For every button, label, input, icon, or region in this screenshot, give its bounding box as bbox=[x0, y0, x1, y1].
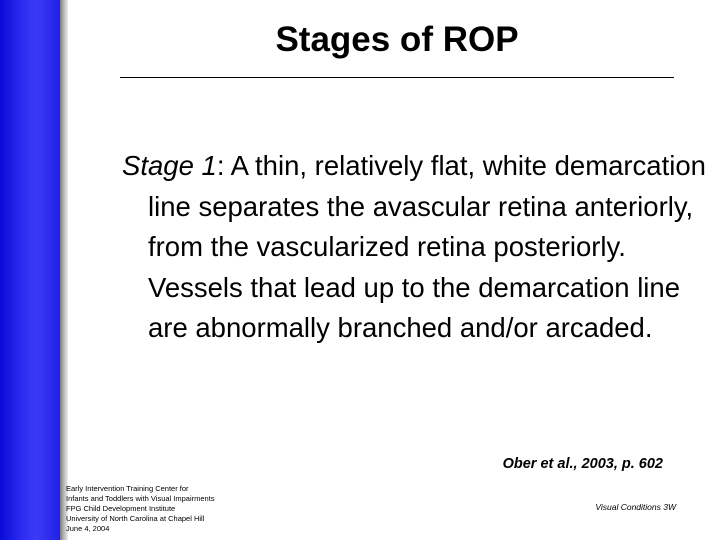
left-accent-bar bbox=[0, 0, 60, 540]
footer-section-label: Visual Conditions 3W bbox=[595, 502, 676, 512]
title-divider bbox=[120, 77, 674, 78]
left-accent-bar-shadow bbox=[60, 0, 68, 540]
footer-org-line: Infants and Toddlers with Visual Impairments bbox=[66, 494, 215, 503]
stage-description: : A thin, relatively flat, white demarcation line separates the avascular retina anteriorly, from the vascularized retina posteriorly. Vessels that lead up to the demarcation line are abnormally branched and/or arcaded. bbox=[148, 150, 706, 343]
citation: Ober et al., 2003, p. 602 bbox=[502, 456, 663, 472]
footer-org-line: Early Intervention Training Center for bbox=[66, 484, 189, 493]
footer-date: June 4, 2004 bbox=[66, 524, 110, 533]
stage-label: Stage 1 bbox=[122, 150, 217, 181]
slide-title: Stages of ROP bbox=[275, 20, 519, 59]
slide-body bbox=[122, 146, 708, 349]
footer-organization bbox=[66, 484, 215, 534]
footer-org-line: FPG Child Development Institute bbox=[66, 504, 176, 513]
footer-org-line: University of North Carolina at Chapel Hill bbox=[66, 514, 205, 523]
